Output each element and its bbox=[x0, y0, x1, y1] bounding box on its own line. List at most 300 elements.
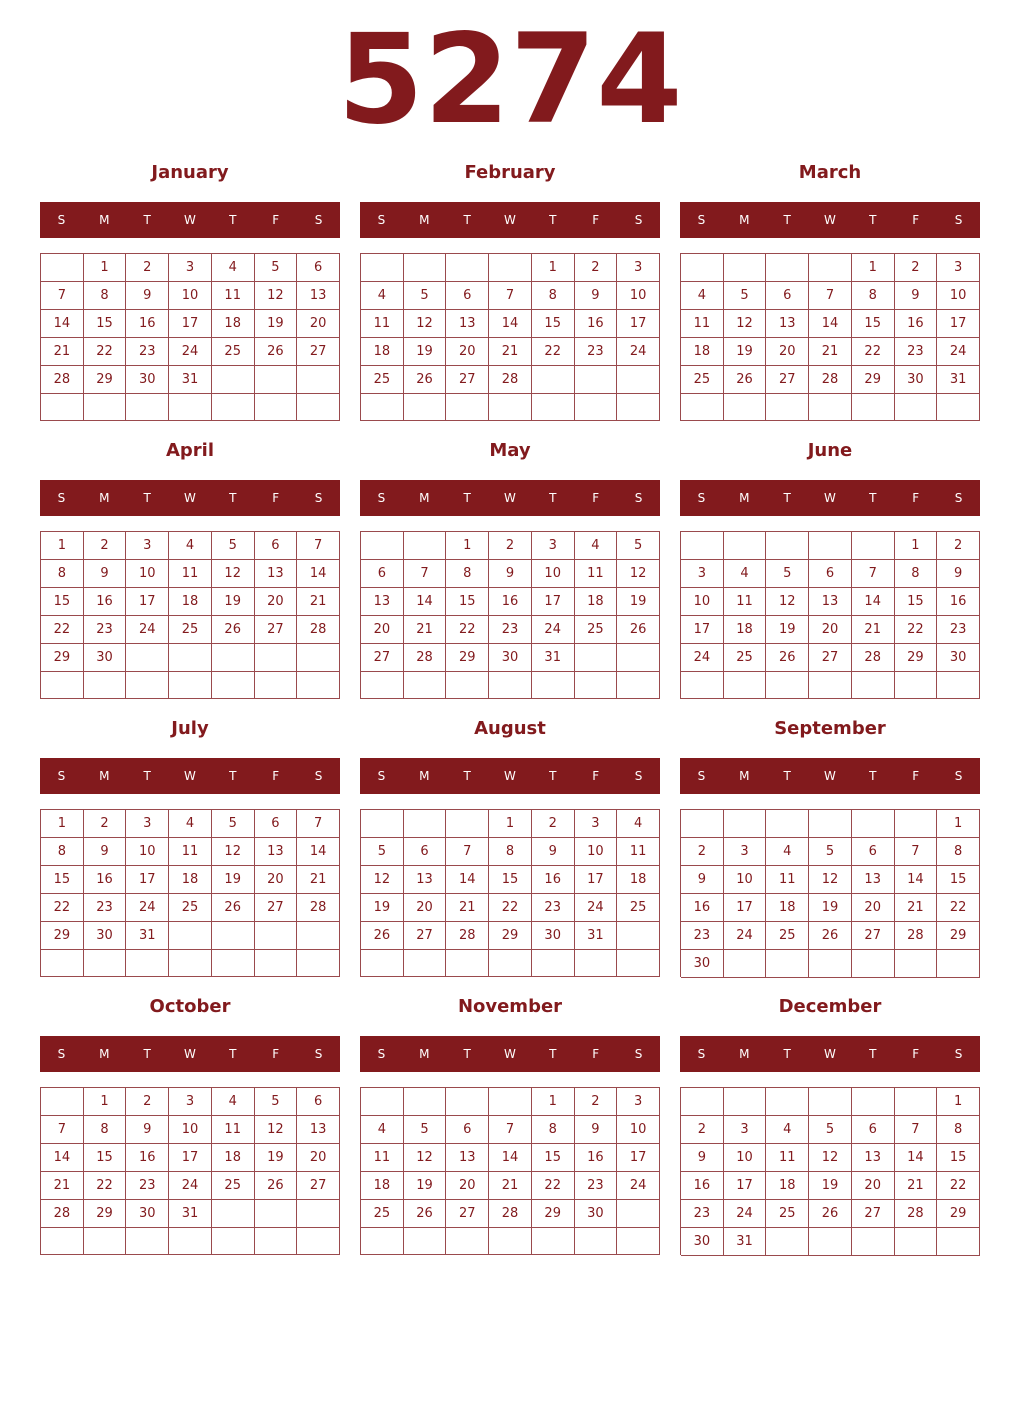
day-cell: 18 bbox=[766, 1172, 809, 1200]
day-cell: 28 bbox=[446, 922, 489, 950]
empty-day-cell bbox=[212, 644, 255, 672]
empty-day-cell bbox=[255, 1200, 298, 1228]
day-cell: 11 bbox=[361, 310, 404, 338]
day-cell: 16 bbox=[937, 588, 980, 616]
day-cell: 11 bbox=[681, 310, 724, 338]
empty-day-cell bbox=[169, 672, 212, 699]
weekday-label: S bbox=[314, 1047, 323, 1061]
empty-day-cell bbox=[41, 394, 84, 421]
day-cell: 24 bbox=[169, 1172, 212, 1200]
day-cell: 23 bbox=[937, 616, 980, 644]
empty-day-cell bbox=[852, 810, 895, 838]
weekday-header bbox=[40, 758, 340, 794]
day-cell: 15 bbox=[532, 1144, 575, 1172]
day-cell: 1 bbox=[937, 810, 980, 838]
empty-day-cell bbox=[84, 1228, 127, 1255]
empty-day-cell bbox=[126, 1228, 169, 1255]
day-cell: 25 bbox=[766, 1200, 809, 1228]
day-cell: 14 bbox=[489, 310, 532, 338]
day-cell: 7 bbox=[297, 532, 340, 560]
day-cell: 7 bbox=[489, 282, 532, 310]
day-cell: 7 bbox=[41, 282, 84, 310]
day-cell: 9 bbox=[126, 282, 169, 310]
day-cell: 9 bbox=[681, 866, 724, 894]
day-cell: 20 bbox=[446, 1172, 489, 1200]
day-cell: 27 bbox=[809, 644, 852, 672]
day-cell: 1 bbox=[852, 254, 895, 282]
day-cell: 7 bbox=[41, 1116, 84, 1144]
day-cell: 24 bbox=[126, 616, 169, 644]
weekday-label: T bbox=[229, 213, 237, 227]
weekday-label: T bbox=[549, 1047, 557, 1061]
day-cell: 14 bbox=[41, 1144, 84, 1172]
month-name: July bbox=[171, 718, 209, 739]
empty-day-cell bbox=[681, 1088, 724, 1116]
weekday-label: S bbox=[634, 213, 643, 227]
day-cell: 27 bbox=[361, 644, 404, 672]
day-cell: 18 bbox=[575, 588, 618, 616]
empty-day-cell bbox=[617, 644, 660, 672]
weekday-header bbox=[680, 480, 980, 516]
empty-day-cell bbox=[617, 922, 660, 950]
empty-day-cell bbox=[404, 254, 447, 282]
empty-day-cell bbox=[361, 394, 404, 421]
empty-day-cell bbox=[404, 672, 447, 699]
day-cell: 28 bbox=[895, 1200, 938, 1228]
weekday-label: S bbox=[377, 213, 386, 227]
empty-day-cell bbox=[809, 532, 852, 560]
day-cell: 17 bbox=[169, 1144, 212, 1172]
empty-day-cell bbox=[41, 672, 84, 699]
empty-day-cell bbox=[297, 1200, 340, 1228]
empty-day-cell bbox=[446, 394, 489, 421]
day-cell: 5 bbox=[212, 532, 255, 560]
empty-day-cell bbox=[724, 950, 767, 978]
day-cell: 7 bbox=[404, 560, 447, 588]
days-grid bbox=[680, 253, 980, 421]
day-cell: 20 bbox=[766, 338, 809, 366]
month-april bbox=[40, 436, 340, 706]
empty-day-cell bbox=[126, 394, 169, 421]
empty-day-cell bbox=[297, 394, 340, 421]
empty-day-cell bbox=[212, 672, 255, 699]
weekday-label: S bbox=[697, 213, 706, 227]
weekday-label: T bbox=[869, 213, 877, 227]
day-cell: 24 bbox=[724, 922, 767, 950]
weekday-label: T bbox=[463, 1047, 471, 1061]
weekday-label: T bbox=[783, 491, 791, 505]
day-cell: 5 bbox=[212, 810, 255, 838]
weekday-label: M bbox=[739, 769, 750, 783]
day-cell: 11 bbox=[212, 282, 255, 310]
day-cell: 28 bbox=[41, 366, 84, 394]
day-cell: 20 bbox=[852, 1172, 895, 1200]
day-cell: 19 bbox=[404, 338, 447, 366]
empty-day-cell bbox=[575, 366, 618, 394]
day-cell: 13 bbox=[255, 560, 298, 588]
day-cell: 14 bbox=[852, 588, 895, 616]
day-cell: 26 bbox=[255, 338, 298, 366]
empty-day-cell bbox=[297, 672, 340, 699]
weekday-label: T bbox=[549, 213, 557, 227]
day-cell: 30 bbox=[575, 1200, 618, 1228]
empty-day-cell bbox=[895, 672, 938, 699]
day-cell: 12 bbox=[724, 310, 767, 338]
day-cell: 1 bbox=[532, 1088, 575, 1116]
weekday-label: W bbox=[184, 491, 196, 505]
weekday-label: W bbox=[504, 1047, 516, 1061]
weekday-label: S bbox=[377, 1047, 386, 1061]
weekday-label: S bbox=[314, 769, 323, 783]
empty-day-cell bbox=[169, 644, 212, 672]
day-cell: 10 bbox=[169, 1116, 212, 1144]
month-name: March bbox=[798, 162, 862, 183]
weekday-label: T bbox=[143, 769, 151, 783]
day-cell: 12 bbox=[361, 866, 404, 894]
day-cell: 25 bbox=[212, 1172, 255, 1200]
days-grid bbox=[40, 253, 340, 421]
month-january bbox=[40, 158, 340, 428]
day-cell: 25 bbox=[617, 894, 660, 922]
day-cell: 11 bbox=[169, 560, 212, 588]
day-cell: 18 bbox=[617, 866, 660, 894]
day-cell: 1 bbox=[41, 532, 84, 560]
weekday-header bbox=[680, 758, 980, 794]
day-cell: 29 bbox=[41, 644, 84, 672]
day-cell: 12 bbox=[255, 282, 298, 310]
day-cell: 9 bbox=[575, 282, 618, 310]
weekday-label: T bbox=[869, 769, 877, 783]
day-cell: 24 bbox=[724, 1200, 767, 1228]
empty-day-cell bbox=[766, 672, 809, 699]
empty-day-cell bbox=[446, 950, 489, 977]
day-cell: 3 bbox=[617, 1088, 660, 1116]
weekday-label: T bbox=[229, 769, 237, 783]
month-july bbox=[40, 714, 340, 984]
day-cell: 18 bbox=[212, 1144, 255, 1172]
day-cell: 8 bbox=[852, 282, 895, 310]
empty-day-cell bbox=[937, 672, 980, 699]
day-cell: 27 bbox=[255, 894, 298, 922]
day-cell: 20 bbox=[297, 1144, 340, 1172]
weekday-label: T bbox=[783, 769, 791, 783]
month-november bbox=[360, 992, 660, 1262]
day-cell: 11 bbox=[575, 560, 618, 588]
day-cell: 15 bbox=[532, 310, 575, 338]
day-cell: 12 bbox=[809, 1144, 852, 1172]
day-cell: 6 bbox=[446, 1116, 489, 1144]
empty-day-cell bbox=[446, 254, 489, 282]
day-cell: 9 bbox=[681, 1144, 724, 1172]
day-cell: 7 bbox=[809, 282, 852, 310]
day-cell: 3 bbox=[937, 254, 980, 282]
day-cell: 8 bbox=[532, 282, 575, 310]
day-cell: 23 bbox=[489, 616, 532, 644]
day-cell: 2 bbox=[84, 532, 127, 560]
empty-day-cell bbox=[255, 672, 298, 699]
day-cell: 10 bbox=[937, 282, 980, 310]
day-cell: 20 bbox=[446, 338, 489, 366]
empty-day-cell bbox=[724, 810, 767, 838]
empty-day-cell bbox=[404, 810, 447, 838]
weekday-label: F bbox=[912, 213, 920, 227]
day-cell: 16 bbox=[681, 1172, 724, 1200]
weekday-header bbox=[360, 758, 660, 794]
empty-day-cell bbox=[84, 950, 127, 977]
month-june bbox=[680, 436, 980, 706]
empty-day-cell bbox=[852, 1088, 895, 1116]
day-cell: 12 bbox=[404, 310, 447, 338]
empty-day-cell bbox=[361, 672, 404, 699]
day-cell: 12 bbox=[255, 1116, 298, 1144]
day-cell: 6 bbox=[361, 560, 404, 588]
empty-day-cell bbox=[255, 394, 298, 421]
empty-day-cell bbox=[766, 1228, 809, 1256]
day-cell: 8 bbox=[489, 838, 532, 866]
day-cell: 7 bbox=[297, 810, 340, 838]
day-cell: 3 bbox=[617, 254, 660, 282]
weekday-label: M bbox=[419, 769, 430, 783]
month-february bbox=[360, 158, 660, 428]
weekday-label: S bbox=[57, 769, 66, 783]
weekday-label: M bbox=[739, 1047, 750, 1061]
day-cell: 19 bbox=[255, 310, 298, 338]
day-cell: 30 bbox=[126, 1200, 169, 1228]
day-cell: 14 bbox=[297, 838, 340, 866]
day-cell: 18 bbox=[361, 338, 404, 366]
weekday-label: S bbox=[314, 491, 323, 505]
month-name: April bbox=[165, 440, 215, 461]
days-grid bbox=[40, 1087, 340, 1255]
weekday-header bbox=[360, 1036, 660, 1072]
empty-day-cell bbox=[681, 810, 724, 838]
day-cell: 3 bbox=[126, 532, 169, 560]
day-cell: 2 bbox=[126, 1088, 169, 1116]
weekday-label: F bbox=[592, 769, 600, 783]
weekday-label: F bbox=[912, 1047, 920, 1061]
day-cell: 4 bbox=[212, 1088, 255, 1116]
day-cell: 28 bbox=[489, 366, 532, 394]
weekday-label: S bbox=[954, 213, 963, 227]
weekday-label: T bbox=[869, 1047, 877, 1061]
day-cell: 30 bbox=[937, 644, 980, 672]
day-cell: 14 bbox=[489, 1144, 532, 1172]
day-cell: 28 bbox=[41, 1200, 84, 1228]
empty-day-cell bbox=[724, 254, 767, 282]
day-cell: 13 bbox=[852, 866, 895, 894]
day-cell: 22 bbox=[895, 616, 938, 644]
empty-day-cell bbox=[895, 394, 938, 421]
empty-day-cell bbox=[212, 394, 255, 421]
weekday-label: T bbox=[143, 213, 151, 227]
weekday-header bbox=[360, 202, 660, 238]
day-cell: 22 bbox=[532, 1172, 575, 1200]
empty-day-cell bbox=[255, 1228, 298, 1255]
day-cell: 13 bbox=[361, 588, 404, 616]
empty-day-cell bbox=[489, 1088, 532, 1116]
day-cell: 5 bbox=[617, 532, 660, 560]
day-cell: 4 bbox=[169, 810, 212, 838]
day-cell: 5 bbox=[361, 838, 404, 866]
day-cell: 9 bbox=[489, 560, 532, 588]
day-cell: 20 bbox=[361, 616, 404, 644]
day-cell: 20 bbox=[404, 894, 447, 922]
day-cell: 3 bbox=[575, 810, 618, 838]
day-cell: 8 bbox=[446, 560, 489, 588]
day-cell: 6 bbox=[766, 282, 809, 310]
day-cell: 3 bbox=[126, 810, 169, 838]
day-cell: 21 bbox=[41, 338, 84, 366]
weekday-label: T bbox=[229, 491, 237, 505]
day-cell: 1 bbox=[41, 810, 84, 838]
empty-day-cell bbox=[724, 672, 767, 699]
day-cell: 24 bbox=[532, 616, 575, 644]
empty-day-cell bbox=[575, 950, 618, 977]
day-cell: 6 bbox=[255, 810, 298, 838]
month-october bbox=[40, 992, 340, 1262]
day-cell: 30 bbox=[895, 366, 938, 394]
day-cell: 16 bbox=[84, 866, 127, 894]
day-cell: 27 bbox=[766, 366, 809, 394]
weekday-label: T bbox=[549, 769, 557, 783]
empty-day-cell bbox=[126, 672, 169, 699]
weekday-label: T bbox=[463, 491, 471, 505]
empty-day-cell bbox=[724, 1088, 767, 1116]
day-cell: 27 bbox=[297, 1172, 340, 1200]
day-cell: 7 bbox=[895, 1116, 938, 1144]
weekday-label: W bbox=[184, 213, 196, 227]
day-cell: 12 bbox=[617, 560, 660, 588]
day-cell: 4 bbox=[169, 532, 212, 560]
days-grid bbox=[680, 1087, 980, 1255]
day-cell: 28 bbox=[297, 616, 340, 644]
weekday-label: M bbox=[99, 1047, 110, 1061]
day-cell: 29 bbox=[84, 1200, 127, 1228]
day-cell: 12 bbox=[809, 866, 852, 894]
weekday-label: M bbox=[419, 213, 430, 227]
day-cell: 23 bbox=[126, 1172, 169, 1200]
day-cell: 5 bbox=[809, 838, 852, 866]
day-cell: 26 bbox=[617, 616, 660, 644]
empty-day-cell bbox=[297, 950, 340, 977]
day-cell: 4 bbox=[361, 1116, 404, 1144]
empty-day-cell bbox=[297, 922, 340, 950]
day-cell: 30 bbox=[489, 644, 532, 672]
day-cell: 27 bbox=[404, 922, 447, 950]
weekday-label: M bbox=[419, 491, 430, 505]
day-cell: 5 bbox=[255, 254, 298, 282]
day-cell: 9 bbox=[937, 560, 980, 588]
empty-day-cell bbox=[617, 950, 660, 977]
empty-day-cell bbox=[404, 532, 447, 560]
weekday-header bbox=[40, 1036, 340, 1072]
day-cell: 11 bbox=[169, 838, 212, 866]
day-cell: 26 bbox=[361, 922, 404, 950]
day-cell: 29 bbox=[895, 644, 938, 672]
day-cell: 28 bbox=[297, 894, 340, 922]
year-title: 5274 bbox=[337, 8, 683, 152]
days-grid bbox=[360, 1087, 660, 1255]
day-cell: 31 bbox=[724, 1228, 767, 1256]
day-cell: 31 bbox=[169, 1200, 212, 1228]
weekday-label: S bbox=[697, 1047, 706, 1061]
day-cell: 28 bbox=[809, 366, 852, 394]
weekday-label: S bbox=[634, 1047, 643, 1061]
day-cell: 15 bbox=[41, 588, 84, 616]
weekday-label: W bbox=[184, 769, 196, 783]
day-cell: 26 bbox=[212, 894, 255, 922]
empty-day-cell bbox=[681, 532, 724, 560]
day-cell: 2 bbox=[84, 810, 127, 838]
day-cell: 17 bbox=[617, 1144, 660, 1172]
day-cell: 25 bbox=[169, 894, 212, 922]
days-grid bbox=[680, 809, 980, 977]
day-cell: 13 bbox=[766, 310, 809, 338]
day-cell: 24 bbox=[681, 644, 724, 672]
empty-day-cell bbox=[404, 394, 447, 421]
day-cell: 19 bbox=[255, 1144, 298, 1172]
day-cell: 26 bbox=[809, 1200, 852, 1228]
weekday-label: T bbox=[463, 769, 471, 783]
empty-day-cell bbox=[169, 950, 212, 977]
day-cell: 30 bbox=[84, 922, 127, 950]
empty-day-cell bbox=[895, 950, 938, 978]
day-cell: 5 bbox=[404, 282, 447, 310]
weekday-label: T bbox=[463, 213, 471, 227]
weekday-label: F bbox=[912, 491, 920, 505]
day-cell: 5 bbox=[809, 1116, 852, 1144]
day-cell: 8 bbox=[41, 560, 84, 588]
day-cell: 5 bbox=[404, 1116, 447, 1144]
day-cell: 27 bbox=[852, 1200, 895, 1228]
day-cell: 28 bbox=[895, 922, 938, 950]
empty-day-cell bbox=[446, 810, 489, 838]
day-cell: 3 bbox=[681, 560, 724, 588]
day-cell: 11 bbox=[724, 588, 767, 616]
day-cell: 29 bbox=[937, 922, 980, 950]
day-cell: 4 bbox=[361, 282, 404, 310]
day-cell: 10 bbox=[617, 282, 660, 310]
day-cell: 21 bbox=[852, 616, 895, 644]
day-cell: 18 bbox=[169, 588, 212, 616]
empty-day-cell bbox=[809, 810, 852, 838]
empty-day-cell bbox=[297, 1228, 340, 1255]
empty-day-cell bbox=[766, 810, 809, 838]
day-cell: 18 bbox=[169, 866, 212, 894]
weekday-label: F bbox=[272, 213, 280, 227]
day-cell: 31 bbox=[532, 644, 575, 672]
empty-day-cell bbox=[575, 1228, 618, 1255]
empty-day-cell bbox=[212, 922, 255, 950]
empty-day-cell bbox=[169, 1228, 212, 1255]
weekday-label: M bbox=[739, 491, 750, 505]
day-cell: 7 bbox=[446, 838, 489, 866]
day-cell: 28 bbox=[852, 644, 895, 672]
day-cell: 10 bbox=[126, 560, 169, 588]
day-cell: 29 bbox=[41, 922, 84, 950]
month-name: December bbox=[778, 996, 882, 1017]
month-name: October bbox=[149, 996, 231, 1017]
month-name: May bbox=[489, 440, 531, 461]
day-cell: 27 bbox=[297, 338, 340, 366]
empty-day-cell bbox=[852, 1228, 895, 1256]
weekday-label: M bbox=[99, 491, 110, 505]
day-cell: 14 bbox=[446, 866, 489, 894]
empty-day-cell bbox=[297, 366, 340, 394]
day-cell: 23 bbox=[575, 338, 618, 366]
day-cell: 9 bbox=[126, 1116, 169, 1144]
day-cell: 8 bbox=[937, 838, 980, 866]
